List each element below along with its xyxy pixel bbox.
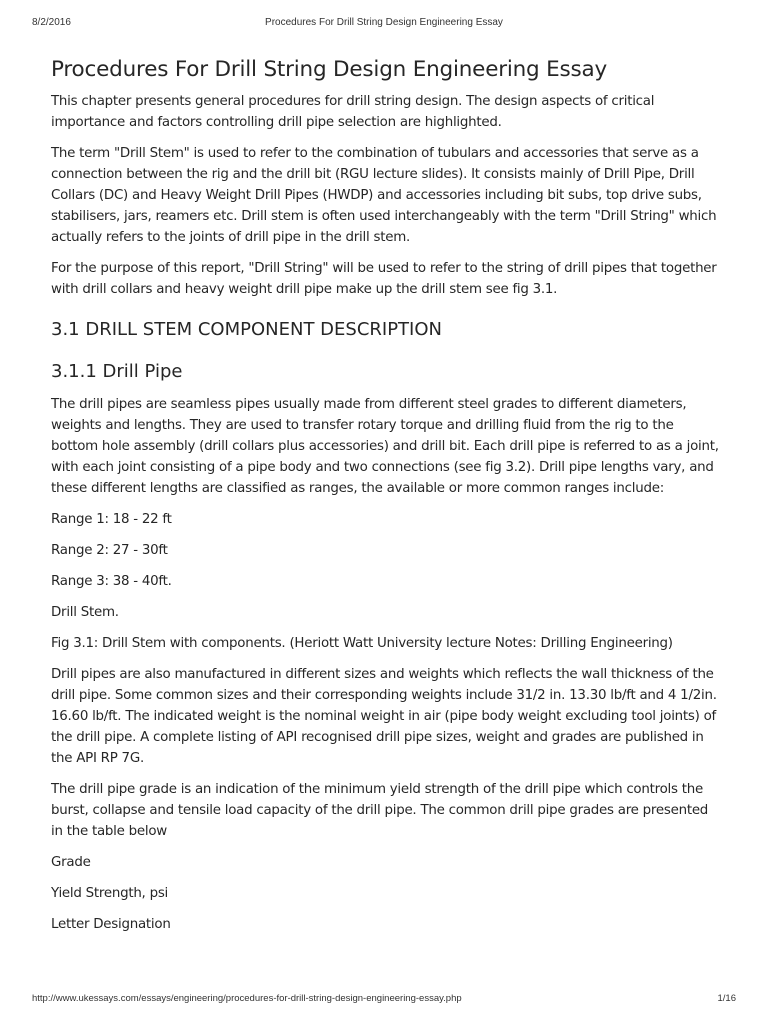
print-page-title: Procedures For Drill String Design Engineering Essay xyxy=(265,17,503,28)
table-header-letter-designation: Letter Designation xyxy=(51,917,171,932)
print-date: 8/2/2016 xyxy=(32,17,71,28)
range-2-line: Range 2: 27 - 30ft xyxy=(51,543,168,558)
range-1-line: Range 1: 18 - 22 ft xyxy=(51,512,172,527)
subsection-heading: 3.1.1 Drill Pipe xyxy=(51,361,183,382)
sizes-weights-paragraph: Drill pipes are also manufactured in different sizes and weights which reflects the wall thickness of the drill pipe. Some common sizes and their corresponding weights include 31/2 in. 13.30 lb/ft and 4 1/2in. 16.60 lb/ft. The indicated weight is the nominal weight in air (pipe body weight excluding tool joints) of the drill pipe. A complete listing of API recognised drill pipe sizes, weight and grades are published in the API RP 7G. xyxy=(51,667,717,766)
print-footer xyxy=(32,993,736,1007)
report-purpose-paragraph: For the purpose of this report, "Drill String" will be used to refer to the string of drill pipes that together with drill collars and heavy weight drill pipe make up the drill stem see fig 3.1. xyxy=(51,261,717,297)
range-3-line: Range 3: 38 - 40ft. xyxy=(51,574,172,589)
print-header xyxy=(32,17,736,31)
figure-caption: Fig 3.1: Drill Stem with components. (Heriott Watt University lecture Notes: Drilling Engineering) xyxy=(51,636,673,651)
drill-stem-definition-paragraph: The term "Drill Stem" is used to refer to the combination of tubulars and accessories that serve as a connection between the rig and the drill bit (RGU lecture slides). It consists mainly of Drill Pipe, Drill Collars (DC) and Heavy Weight Drill Pipes (HWDP) and accessories including bit subs, top drive subs, stabilisers, jars, reamers etc. Drill stem is often used interchangeably with the term "Drill String" which actually refers to the joints of drill pipe in the drill stem. xyxy=(51,146,717,245)
source-url: http://www.ukessays.com/essays/engineering/procedures-for-drill-string-design-engineering-essay.php xyxy=(32,993,462,1004)
drill-pipe-description-paragraph: The drill pipes are seamless pipes usually made from different steel grades to different diameters, weights and lengths. They are used to transfer rotary torque and drilling fluid from the rig to the bottom hole assembly (drill collars plus accessories) and drill bit. Each drill pipe is referred to as a joint, with each joint consisting of a pipe body and two connections (see fig 3.2). Drill pipe lengths vary, and these different lengths are classified as ranges, the available or more common ranges include: xyxy=(51,397,719,496)
article-title: Procedures For Drill String Design Engineering Essay xyxy=(51,57,608,82)
section-heading: 3.1 DRILL STEM COMPONENT DESCRIPTION xyxy=(51,319,442,340)
intro-paragraph: This chapter presents general procedures for drill string design. The design aspects of critical importance and factors controlling drill pipe selection are highlighted. xyxy=(51,94,655,130)
grade-description-paragraph: The drill pipe grade is an indication of the minimum yield strength of the drill pipe which controls the burst, collapse and tensile load capacity of the drill pipe. The common drill pipe grades are presented in the table below xyxy=(51,782,709,839)
article xyxy=(51,56,719,945)
page-number: 1/16 xyxy=(717,993,736,1004)
table-header-yield-strength: Yield Strength, psi xyxy=(51,886,169,901)
drill-stem-label: Drill Stem. xyxy=(51,605,119,620)
table-header-grade: Grade xyxy=(51,855,91,870)
